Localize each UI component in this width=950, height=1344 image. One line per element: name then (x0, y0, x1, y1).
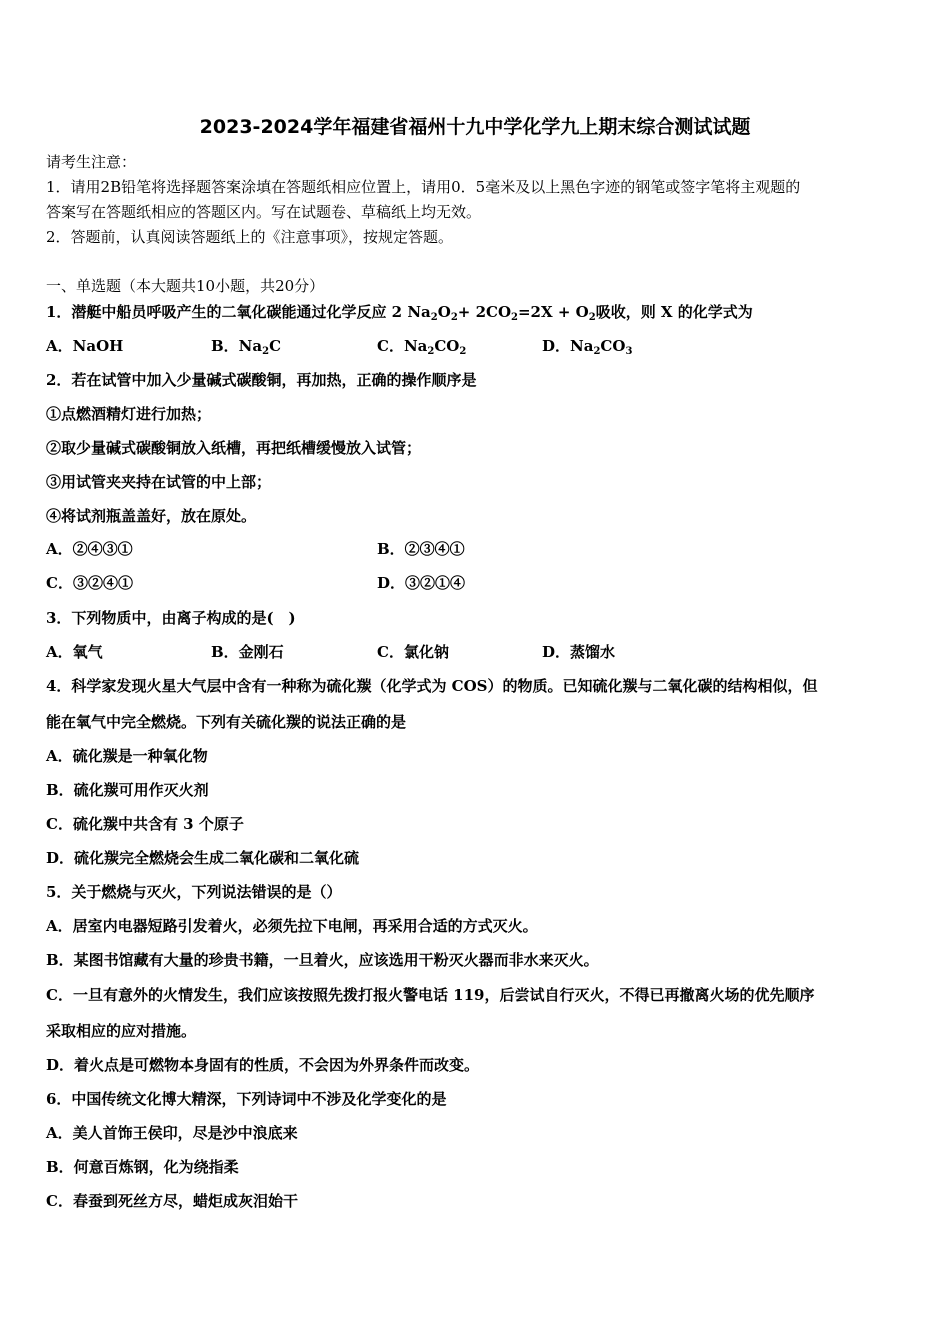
question-5-option-d: D．着火点是可燃物本身固有的性质，不会因为外界条件而改变。 (46, 1056, 480, 1074)
question-2-step-4: ④将试剂瓶盖盖好，放在原处。 (46, 507, 257, 525)
question-5-option-c-line-2: 采取相应的应对措施。 (46, 1022, 197, 1040)
page-title: 2023-2024学年福建省福州十九中学化学九上期末综合测试试题 (199, 116, 751, 138)
question-2-stem: 2．若在试管中加入少量碱式碳酸铜，再加热，正确的操作顺序是 (46, 371, 477, 389)
question-3-stem: 3．下列物质中，由离子构成的是( ) (46, 609, 296, 627)
question-4-option-a: A．硫化羰是一种氧化物 (46, 747, 208, 765)
question-4-option-c: C．硫化羰中共含有 3 个原子 (46, 815, 244, 833)
question-3-option-d: D．蒸馏水 (542, 643, 616, 661)
question-6-option-c: C．春蚕到死丝方尽，蜡炬成灰泪始干 (46, 1192, 298, 1210)
question-1-stem: 1．潜艇中船员呼吸产生的二氧化碳能通过化学反应 2 $Na_2O_2+ 2CO_2=2X + O_2$吸收，则 X 的化学式为 (46, 303, 753, 323)
question-5-option-c-line-1: C．一旦有意外的火情发生，我们应该按照先拨打报火警电话 119，后尝试自行灭火，不得已再撤离火场的优先顺序 (46, 986, 815, 1004)
question-2-option-a: A．②④③① (46, 540, 133, 558)
question-2-option-d: D．③②①④ (377, 574, 466, 592)
question-3-option-b: B．金刚石 (211, 643, 284, 661)
question-2-step-3: ③用试管夹夹持在试管的中上部； (46, 473, 272, 491)
question-4-stem-line-1: 4．科学家发现火星大气层中含有一种称为硫化羰（化学式为 COS）的物质。已知硫化羰与二氧化碳的结构相似，但 (46, 677, 818, 695)
question-2-step-1: ①点燃酒精灯进行加热； (46, 405, 212, 423)
notice-heading: 请考生注意： (46, 153, 137, 171)
question-6-option-a: A．美人首饰王侯印，尽是沙中浪底来 (46, 1124, 298, 1142)
question-2-option-b: B．②③④① (377, 540, 465, 558)
question-4-option-b: B．硫化羰可用作灭火剂 (46, 781, 209, 799)
question-5-option-b: B．某图书馆藏有大量的珍贵书籍，一旦着火，应该选用干粉灭火器而非水来灭火。 (46, 951, 599, 969)
notice-item-1-line-2: 答案写在答题纸相应的答题区内。写在试题卷、草稿纸上均无效。 (46, 203, 482, 221)
notice-item-2: 2．答题前，认真阅读答题纸上的《注意事项》，按规定答题。 (46, 228, 454, 246)
question-6-option-b: B．何意百炼钢，化为绕指柔 (46, 1158, 239, 1176)
question-6-stem: 6．中国传统文化博大精深，下列诗词中不涉及化学变化的是 (46, 1090, 447, 1108)
question-5-option-a: A．居室内电器短路引发着火，必须先拉下电闸，再采用合适的方式灭火。 (46, 917, 538, 935)
question-4-stem-line-2: 能在氧气中完全燃烧。下列有关硫化羰的说法正确的是 (46, 713, 407, 731)
question-3-option-a: A．氧气 (46, 643, 103, 661)
question-2-option-c: C．③②④① (46, 574, 133, 592)
section-heading: 一、单选题（本大题共10小题，共20分） (46, 277, 325, 295)
question-1-option-c: C．$Na_2CO_2$ (377, 337, 467, 357)
question-1-option-b: B．$Na_2C$ (211, 337, 282, 357)
question-1-option-a: A．NaOH (46, 337, 124, 355)
question-1-option-d: D．$Na_2CO_3$ (542, 337, 633, 357)
question-3-option-c: C．氯化钠 (377, 643, 449, 661)
notice-item-1-line-1: 1．请用2B铅笔将选择题答案涂填在答题纸相应位置上，请用0．5毫米及以上黑色字迹的钢笔或签字笔将主观题的 (46, 178, 801, 196)
question-2-step-2: ②取少量碱式碳酸铜放入纸槽，再把纸槽缓慢放入试管； (46, 439, 422, 457)
question-5-stem: 5．关于燃烧与灭火，下列说法错误的是（） (46, 883, 342, 901)
question-4-option-d: D．硫化羰完全燃烧会生成二氧化碳和二氧化硫 (46, 849, 360, 867)
